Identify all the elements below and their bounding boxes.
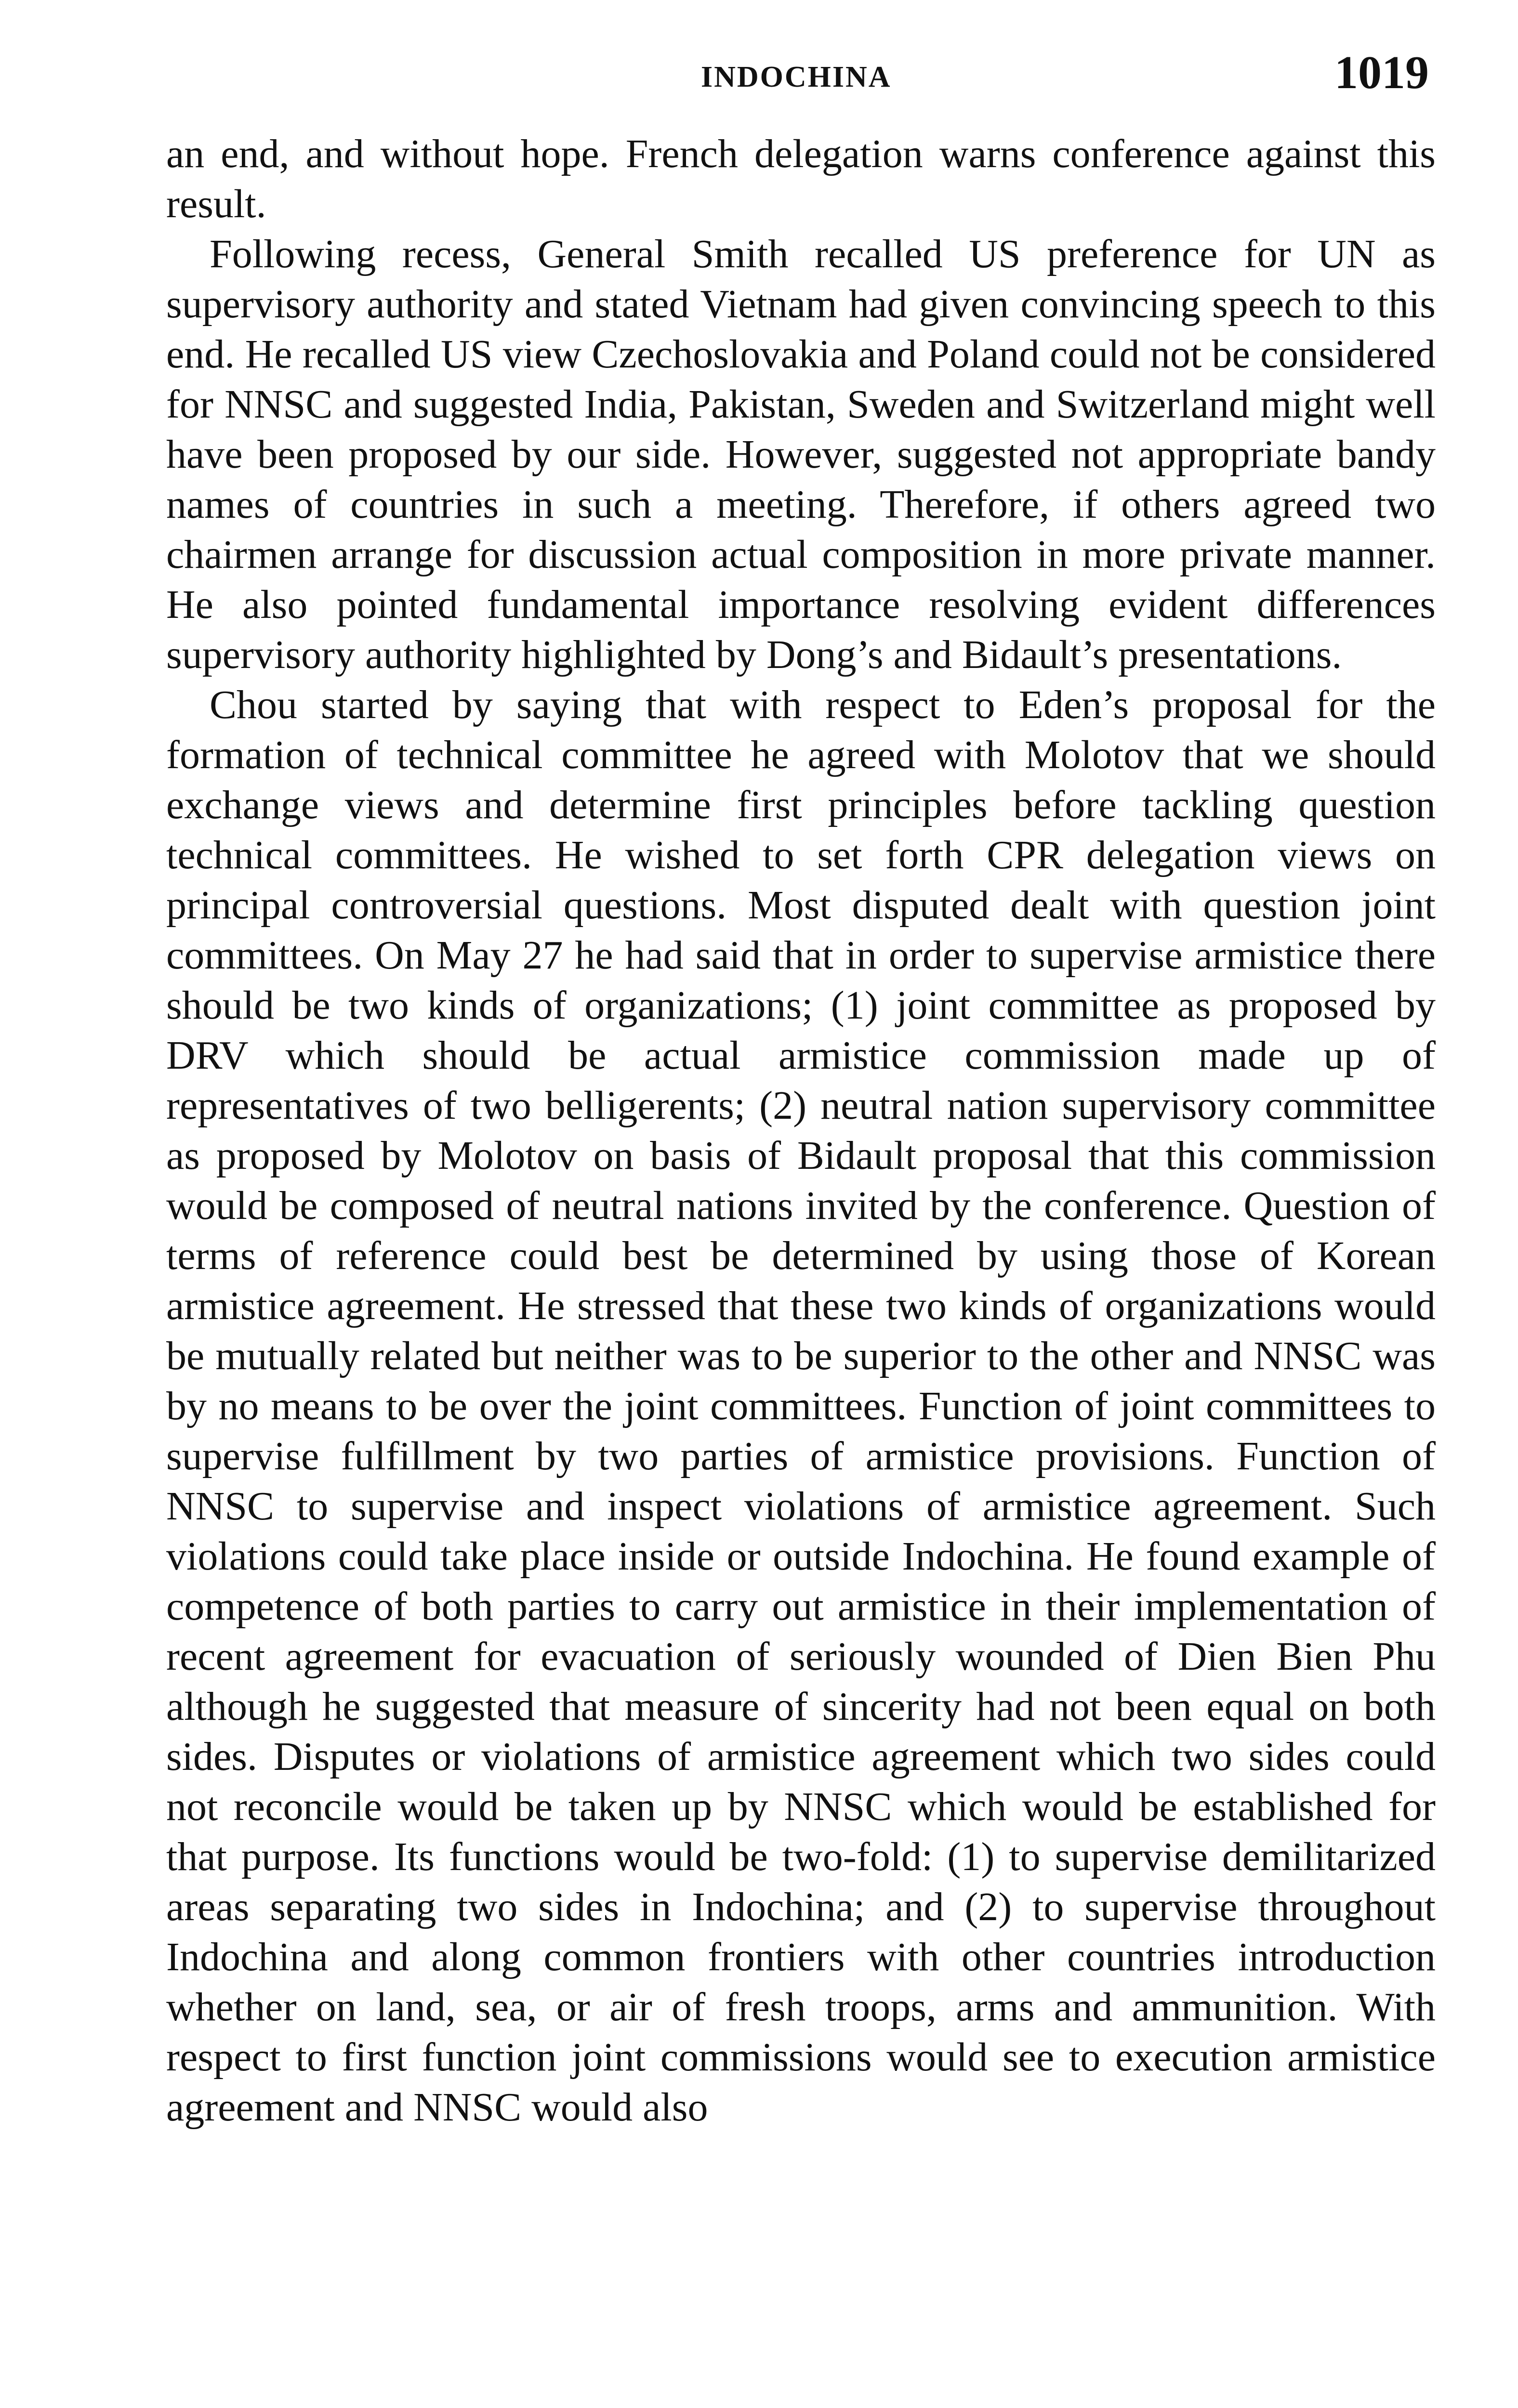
paragraph-chou: Chou started by saying that with respect to Eden’s proposal for the formation of technical committee he agreed with Molotov that we should exchange views and determine first principles before tackling question technical committees. He wished to set forth CPR delegation views on principal controversial questions. Most disputed dealt with question joint committees. On May 27 he had said that in order to supervise armistice there should be two kinds of organizations; (1) joint committee as proposed by DRV which should be actual armistice commission made up of representatives of two belligerents; (2) neutral nation supervisory committee as proposed by Molotov on basis of Bidault proposal that this commission would be composed of neutral nations invited by the conference. Question of terms of reference could best be determined by using those of Korean armistice agreement. He stressed that these two kinds of organizations would be mutually related but neither was to be superior to the other and NNSC was by no means to be over the joint committees. Function of joint committees to supervise fulfillment by two parties of armistice provisions. Function of NNSC to supervise and inspect violations of armistice agreement. Such violations could take place inside or outside Indochina. He found example of competence of both parties to carry out armistice in their implementation of recent agreement for evacuation of seriously wounded of Dien Bien Phu although he suggested that measure of sincerity had not been equal on both sides. Disputes or violations of armistice agreement which two sides could not reconcile would be taken up by NNSC which would be established for that purpose. Its functions would be two-fold: (1) to supervise demilitarized areas separating two sides in Indochina; and (2) to supervise throughout Indochina and along common frontiers with other countries introduction whether on land, sea, or air of fresh troops, arms and ammunition. With respect to first function joint commissions would see to execution armistice agreement and NNSC would also	[166, 682, 1436, 2130]
running-title: INDOCHINA	[701, 61, 892, 93]
body-text	[166, 129, 1436, 2133]
paragraph-smith: Following recess, General Smith recalled US preference for UN as supervisory authority and stated Vietnam had given convincing speech to this end. He recalled US view Czechoslovakia and Poland could not be considered for NNSC and suggested India, Pakistan, Sweden and Switzerland might well have been proposed by our side. However, suggested not appropriate bandy names of countries in such a meeting. Therefore, if others agreed two chairmen arrange for discussion actual composition in more private manner. He also pointed fundamental importance resolving evident differences supervisory authority highlighted by Dong’s and Bidault’s presentations.	[166, 232, 1436, 677]
paragraph-continued: an end, and without hope. French delegation warns conference against this result.	[166, 131, 1436, 226]
running-header	[0, 46, 1518, 99]
page-number: 1019	[1334, 47, 1429, 99]
